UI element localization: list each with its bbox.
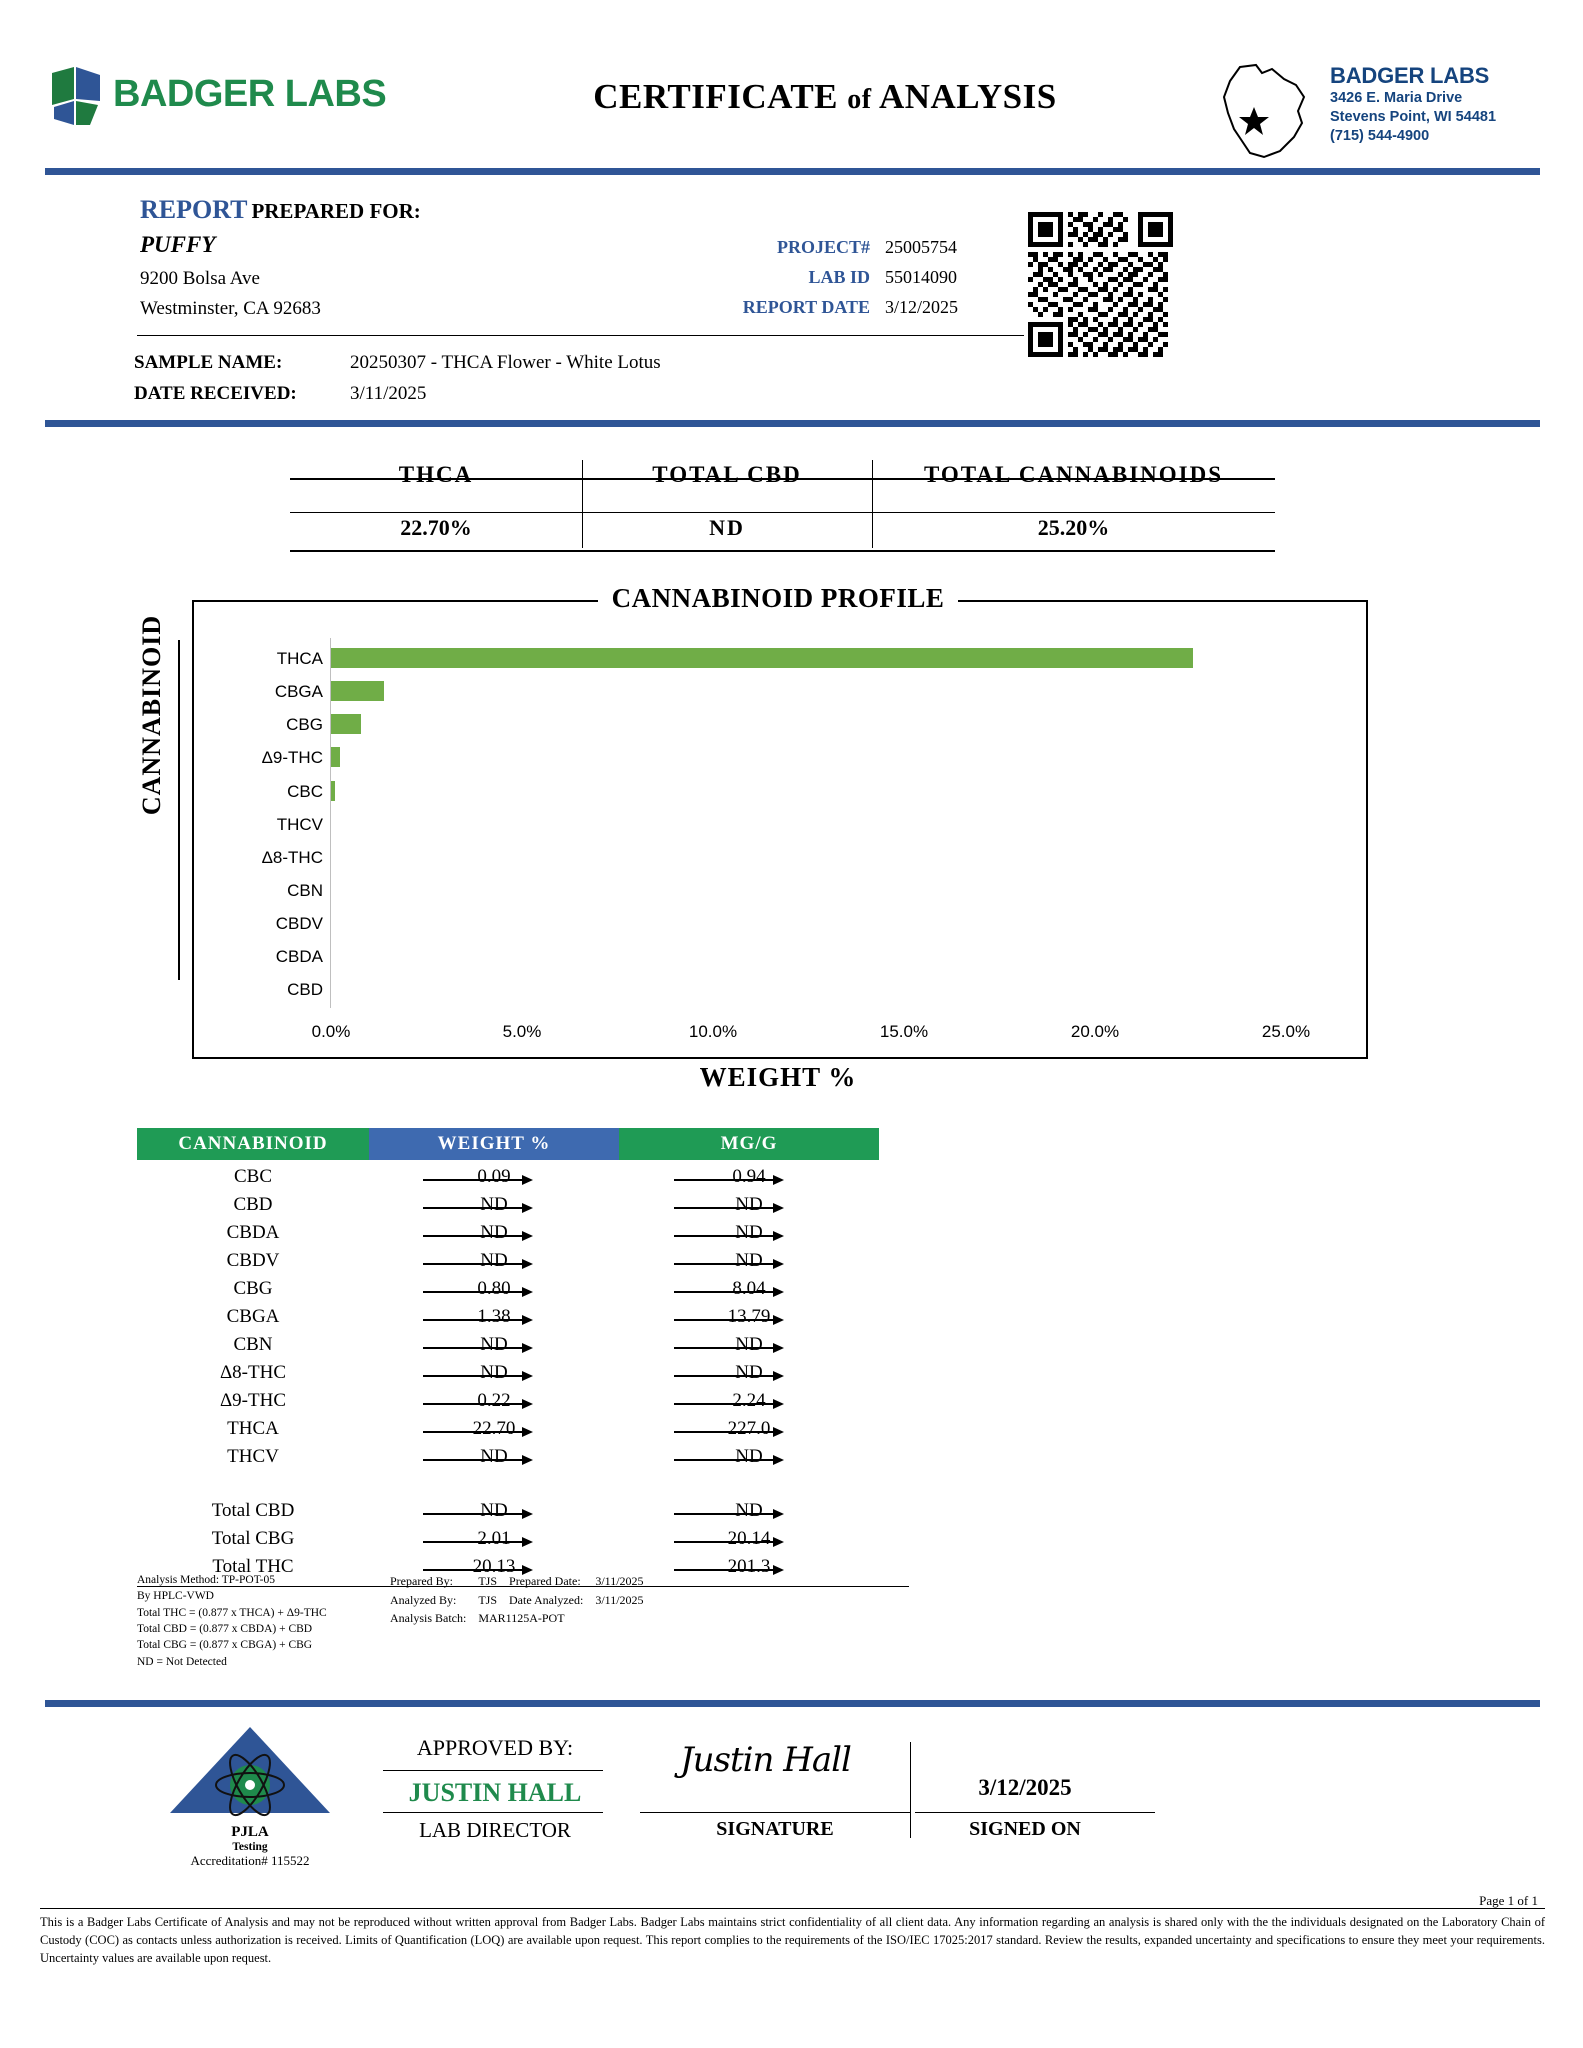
- title-of: of: [847, 84, 872, 115]
- cannabinoid-chart: [192, 600, 1368, 1059]
- table-row: [137, 1334, 909, 1362]
- project-number-value: 25005754: [885, 237, 957, 257]
- table-row: [137, 1166, 909, 1194]
- table-row: [137, 1390, 909, 1418]
- chart-y-axis-label: [137, 555, 167, 875]
- row-name: CBG: [233, 1278, 273, 1299]
- chart-y-axis-bracket: [178, 640, 180, 980]
- brand-name: BADGER LABS: [113, 73, 387, 115]
- table-header-weight: WEIGHT %: [369, 1128, 619, 1160]
- lab-brand-name: BADGER LABS: [1330, 63, 1490, 88]
- table-total-row: [137, 1528, 909, 1556]
- lab-address-block: [1200, 55, 1540, 160]
- pjla-label: PJLA: [231, 1824, 269, 1840]
- row-name: Δ9-THC: [219, 1390, 287, 1411]
- summary-value-total-cannabinoids: 25.20%: [1037, 515, 1110, 540]
- row-weight: 0.09: [477, 1166, 511, 1187]
- lab-id-label: LAB ID: [808, 267, 870, 287]
- summary-value-thca: 22.70%: [400, 515, 472, 540]
- lab-director-title: LAB DIRECTOR: [419, 1818, 571, 1842]
- row-name: THCA: [227, 1418, 279, 1439]
- qr-code: [1028, 212, 1173, 357]
- table-header-mgg: MG/G: [619, 1128, 879, 1160]
- table-row: [137, 1194, 909, 1222]
- date-analyzed-value: 3/11/2025: [595, 1592, 644, 1607]
- analysis-batch-value: MAR1125A-POT: [478, 1611, 565, 1626]
- title-main: CERTIFICATE: [593, 77, 839, 116]
- chart-cat-cbda: CBDA: [275, 947, 323, 966]
- row-mgg: ND: [735, 1222, 763, 1243]
- pjla-logo-icon: [160, 1725, 340, 1817]
- date-received-label: DATE RECEIVED:: [134, 383, 297, 404]
- row-weight: ND: [480, 1222, 508, 1243]
- chart-xtick-5: 25.0%: [1261, 1022, 1311, 1041]
- director-name-rule: [383, 1812, 603, 1813]
- chart-cat-cbg: CBG: [286, 715, 323, 734]
- date-received-value: 3/11/2025: [350, 383, 427, 404]
- row-weight: ND: [480, 1250, 508, 1271]
- row-name: CBDA: [226, 1222, 280, 1243]
- report-meta-divider: [137, 335, 1024, 336]
- row-name: Δ8-THC: [219, 1362, 287, 1383]
- row-mgg: 8.04: [732, 1278, 766, 1299]
- chart-bar-cbg: [331, 714, 361, 734]
- row-mgg: ND: [735, 1362, 763, 1383]
- table-header-cannabinoid: CANNABINOID: [137, 1128, 369, 1160]
- row-mgg: 227.0: [727, 1418, 771, 1439]
- chart-cat-cbga: CBGA: [274, 682, 323, 701]
- row-name: THCV: [227, 1446, 279, 1467]
- chart-cat-cbn: CBN: [287, 881, 323, 900]
- row-weight: 0.22: [477, 1390, 511, 1411]
- disclaimer-text: This is a Badger Labs Certificate of Analysis and may not be reproduced without written approval from Badger Labs. Badger Labs maintains strict confidentiality of all client data. Any information regarding an analysis is shared only with the the individuals designated on the Laboratory Chain of Custody (COC) as contacts unless authorization is received. Limits of Quantification (LOQ) are available upon request. This report complies to the requirements of the ISO/IEC 17025:2017 standard. Review the results, expanded uncertainty and specifications to ensure they meet your requirements. Uncertainty values are available upon request.: [40, 1915, 1545, 1966]
- table-row: [137, 1418, 909, 1446]
- total-name: Total THC: [212, 1556, 294, 1577]
- row-name: CBN: [233, 1334, 273, 1355]
- lab-id-value: 55014090: [885, 267, 957, 287]
- lab-address-line-2: Stevens Point, WI 54481: [1330, 109, 1497, 126]
- signed-on-date: 3/12/2025: [978, 1775, 1072, 1800]
- page-number: Page 1 of 1: [1479, 1893, 1538, 1908]
- row-weight: ND: [480, 1334, 508, 1355]
- chart-xtick-3: 15.0%: [879, 1022, 929, 1041]
- chart-xtick-1: 5.0%: [502, 1022, 542, 1041]
- sample-name-value: 20250307 - THCA Flower - White Lotus: [350, 352, 661, 373]
- section-divider-1: [45, 420, 1540, 427]
- chart-xtick-2: 10.0%: [688, 1022, 738, 1041]
- chart-cat-cbdv: CBDV: [275, 914, 323, 933]
- chart-x-axis-label-text: WEIGHT %: [686, 1062, 871, 1092]
- page-title: [475, 77, 1175, 117]
- wisconsin-state-icon: [1210, 63, 1322, 168]
- report-date-value: 3/12/2025: [885, 297, 959, 317]
- sample-name-label: SAMPLE NAME:: [134, 352, 283, 373]
- header-divider: [45, 168, 1540, 175]
- page-header: [45, 45, 1540, 145]
- row-mgg: ND: [735, 1446, 763, 1467]
- prepared-for-label: PREPARED FOR:: [251, 199, 421, 223]
- client-name: PUFFY: [140, 232, 216, 257]
- chart-cat-cbc: CBC: [287, 782, 323, 801]
- prepared-date-value: 3/11/2025: [595, 1574, 644, 1588]
- row-weight: ND: [480, 1194, 508, 1215]
- row-mgg: 2.24: [732, 1390, 766, 1411]
- summary-header-thca: THCA: [398, 462, 474, 487]
- signature-rule: [640, 1812, 910, 1813]
- cannabinoid-table: [137, 1128, 909, 1160]
- summary-header-total-cbd: TOTAL CBD: [652, 462, 802, 487]
- chart-bar-d9thc: [331, 747, 340, 767]
- chart-y-axis-label-text: CANNABINOID: [137, 605, 166, 825]
- chart-bar-thca: [331, 648, 1193, 668]
- chart-cat-cbd: CBD: [287, 980, 323, 999]
- signature-label: SIGNATURE: [716, 1818, 834, 1840]
- report-prepared-for: [140, 195, 421, 225]
- footnote-nd: ND = Not Detected: [137, 1655, 227, 1668]
- total-name: Total CBD: [211, 1500, 295, 1521]
- client-address-line-1: 9200 Bolsa Ave: [140, 268, 260, 289]
- footnote-total-cbg: Total CBG = (0.877 x CBGA) + CBG: [137, 1639, 313, 1652]
- table-header-row: [137, 1128, 909, 1160]
- row-name: CBDV: [226, 1250, 280, 1271]
- footnote-total-cbd: Total CBD = (0.877 x CBDA) + CBD: [137, 1622, 313, 1635]
- table-total-row: [137, 1500, 909, 1528]
- total-mgg: 201.3: [727, 1556, 771, 1577]
- footnote-instrument: By HPLC-VWD: [137, 1590, 214, 1603]
- analysis-footnotes: [137, 1572, 327, 1670]
- pjla-sub-label: Testing: [232, 1841, 268, 1853]
- pjla-accreditation: [160, 1725, 340, 1869]
- chart-title-text: CANNABINOID PROFILE: [598, 583, 959, 613]
- table-row: [137, 1446, 909, 1474]
- report-date-label: REPORT DATE: [742, 297, 870, 317]
- row-mgg: ND: [735, 1250, 763, 1271]
- chart-cat-thca: THCA: [276, 649, 323, 668]
- footnote-method: Analysis Method: TP-POT-05: [137, 1574, 276, 1586]
- row-weight: 22.70: [472, 1418, 516, 1439]
- analyzed-by-value: TJS: [478, 1592, 498, 1607]
- total-weight: 2.01: [477, 1528, 511, 1549]
- total-weight: 20.13: [472, 1556, 516, 1577]
- lab-address-line-1: 3426 E. Maria Drive: [1330, 90, 1463, 106]
- summary-bottom-rule: [290, 550, 1275, 552]
- table-row: [137, 1362, 909, 1390]
- table-row: [137, 1278, 909, 1306]
- row-weight: ND: [480, 1362, 508, 1383]
- chart-xtick-0: 0.0%: [311, 1022, 351, 1041]
- report-word: REPORT: [140, 195, 248, 224]
- total-mgg: 20.14: [727, 1528, 771, 1549]
- total-mgg: ND: [735, 1500, 763, 1521]
- chart-cat-d8thc: Δ8-THC: [261, 848, 323, 867]
- approved-by-rule: [383, 1770, 603, 1771]
- date-analyzed-label: Date Analyzed:: [509, 1592, 584, 1607]
- summary-mid-rule: [290, 512, 1275, 513]
- lab-phone: (715) 544-4900: [1330, 128, 1430, 145]
- row-mgg: 0.94: [732, 1166, 766, 1187]
- total-name: Total CBG: [211, 1528, 295, 1549]
- table-row: [137, 1222, 909, 1250]
- row-mgg: 13.79: [727, 1306, 771, 1327]
- total-weight: ND: [480, 1500, 508, 1521]
- signed-on-label: SIGNED ON: [969, 1818, 1081, 1840]
- row-mgg: ND: [735, 1194, 763, 1215]
- chart-title: [192, 583, 1364, 614]
- row-name: CBD: [233, 1194, 273, 1215]
- chart-xtick-4: 20.0%: [1070, 1022, 1120, 1041]
- accreditation-number: Accreditation# 115522: [190, 1853, 310, 1868]
- analyzed-by-label: Analyzed By:: [390, 1592, 457, 1607]
- signature-image: Justin Hall: [680, 1740, 851, 1780]
- row-name: CBC: [233, 1166, 273, 1187]
- summary-header-total-cannabinoids: TOTAL CANNABINOIDS: [923, 462, 1224, 487]
- row-weight: ND: [480, 1446, 508, 1467]
- summary-value-total-cbd: ND: [709, 515, 745, 540]
- signed-on-rule: [915, 1812, 1155, 1813]
- prepared-date-label: Prepared Date:: [509, 1574, 581, 1588]
- prepared-by-label: Prepared By:: [390, 1574, 453, 1588]
- footer-rule: [40, 1908, 1545, 1909]
- lab-director-name: JUSTIN HALL: [408, 1778, 582, 1807]
- chart-bar-cbga: [331, 681, 384, 701]
- row-weight: 0.80: [477, 1278, 511, 1299]
- row-name: CBGA: [226, 1306, 280, 1327]
- project-number-label: PROJECT#: [776, 237, 870, 257]
- footnote-total-thc: Total THC = (0.877 x THCA) + Δ9-THC: [137, 1606, 327, 1619]
- badger-labs-logo-icon: [50, 65, 102, 127]
- section-divider-2: [45, 1700, 1540, 1707]
- row-weight: 1.38: [477, 1306, 511, 1327]
- title-end: ANALYSIS: [878, 77, 1057, 116]
- prepared-by-value: TJS: [478, 1574, 498, 1588]
- row-mgg: ND: [735, 1334, 763, 1355]
- analysis-batch-label: Analysis Batch:: [390, 1611, 467, 1626]
- table-row: [137, 1306, 909, 1334]
- chart-cat-d9thc: Δ9-THC: [261, 748, 323, 767]
- chart-cat-thcv: THCV: [276, 815, 323, 834]
- client-address-line-2: Westminster, CA 92683: [140, 298, 321, 319]
- chart-bar-cbc: [331, 781, 335, 801]
- analysis-prep-info: [390, 1572, 656, 1628]
- approved-by-label: APPROVED BY:: [416, 1735, 574, 1760]
- table-row: [137, 1250, 909, 1278]
- chart-x-axis-label: [192, 1062, 1364, 1093]
